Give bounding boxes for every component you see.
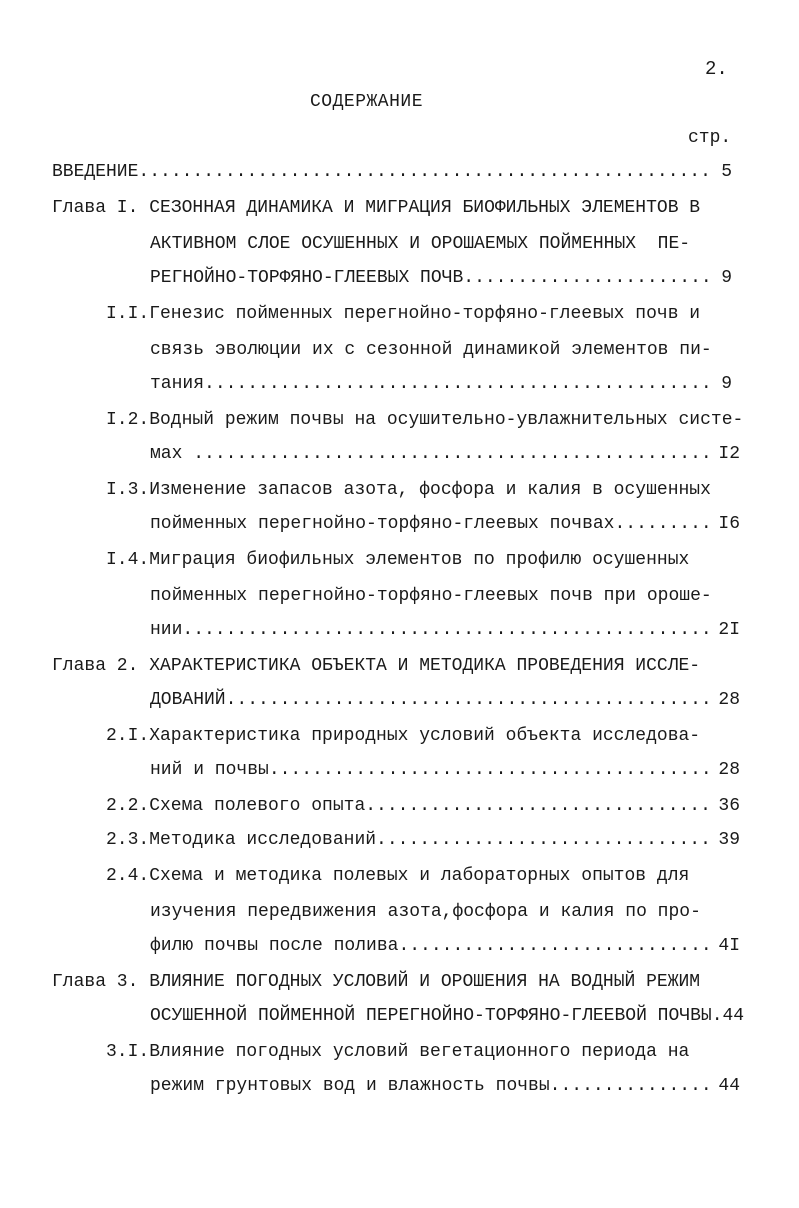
toc-entry-intro[interactable] [52, 160, 732, 184]
leader-dots [226, 688, 713, 712]
toc-entry-page: 28 [718, 690, 740, 710]
toc-entry-page: 39 [718, 830, 740, 850]
toc-entry-title: Глава 2. ХАРАКТЕРИСТИКА ОБЪЕКТА И МЕТОДИКА ПРОВЕДЕНИЯ ИССЛЕ- [52, 656, 701, 676]
toc-entry-title: АКТИВНОМ СЛОЕ ОСУШЕННЫХ И ОРОШАЕМЫХ ПОЙМЕННЫХ ПЕ- [150, 234, 691, 254]
toc-section-2-4-line-1[interactable] [106, 864, 689, 888]
toc-entry-page: 5 [721, 162, 732, 182]
toc-entry-title: ний и почвы [150, 760, 269, 780]
toc-entry-title: филю почвы после полива [150, 936, 399, 956]
page-number: 2. [705, 58, 728, 80]
toc-section-1-4-line-3[interactable] [150, 618, 740, 642]
toc-section-1-2-line-2[interactable] [150, 442, 740, 466]
toc-entry-title: пойменных перегнойно-торфяно-глеевых почв при ороше- [150, 586, 712, 606]
toc-section-1-4-line-2 [150, 584, 712, 608]
toc-entry-page: I6 [718, 514, 740, 534]
toc-entry-title: I.3.Изменение запасов азота, фосфора и калия в осушенных [106, 480, 711, 500]
leader-dots [463, 266, 715, 290]
toc-entry-page: 44 [718, 1076, 740, 1096]
toc-entry-title: пойменных перегнойно-торфяно-глеевых почвах [150, 514, 615, 534]
leader-dots [365, 794, 712, 818]
leader-dots [550, 1074, 713, 1098]
toc-chapter-2-line-2[interactable] [150, 688, 740, 712]
toc-section-2-2[interactable] [106, 794, 740, 818]
leader-dots [204, 372, 715, 396]
toc-entry-title: изучения передвижения азота,фосфора и калия по про- [150, 902, 701, 922]
toc-entry-title: 2.3.Методика исследований [106, 830, 377, 850]
leader-dots [269, 758, 713, 782]
leader-dots [193, 442, 712, 466]
toc-chapter-1-line-2 [150, 232, 690, 256]
toc-entry-title: ДОВАНИЙ [150, 690, 226, 710]
page-title: СОДЕРЖАНИЕ [310, 92, 424, 112]
toc-section-1-1-line-2 [150, 338, 712, 362]
toc-chapter-2-line-1[interactable] [52, 654, 700, 678]
toc-chapter-3-line-2[interactable] [150, 1004, 744, 1028]
toc-entry-title: Глава 3. ВЛИЯНИЕ ПОГОДНЫХ УСЛОВИЙ И ОРОШЕНИЯ НА ВОДНЫЙ РЕЖИМ [52, 972, 701, 992]
toc-entry-title: ОСУШЕННОЙ ПОЙМЕННОЙ ПЕРЕГНОЙНО-ТОРФЯНО-ГЛЕЕВОЙ ПОЧВЫ. [150, 1006, 723, 1026]
toc-entry-page: I2 [718, 444, 740, 464]
leader-dots [138, 160, 715, 184]
toc-chapter-1-line-3[interactable] [150, 266, 732, 290]
toc-entry-title: I.I.Генезис пойменных перегнойно-торфяно-глеевых почв и [106, 304, 701, 324]
toc-section-3-1-line-2[interactable] [150, 1074, 740, 1098]
toc-section-1-3-line-2[interactable] [150, 512, 740, 536]
toc-entry-title: режим грунтовых вод и влажность почвы [150, 1076, 550, 1096]
toc-entry-page: 36 [718, 796, 740, 816]
toc-entry-page: 4I [718, 936, 740, 956]
toc-section-2-4-line-3[interactable] [150, 934, 740, 958]
toc-section-1-3-line-1[interactable] [106, 478, 711, 502]
toc-chapter-1-line-1[interactable] [52, 196, 700, 220]
toc-section-1-4-line-1[interactable] [106, 548, 689, 572]
leader-dots [376, 828, 712, 852]
page-column-label: стр. [688, 128, 732, 148]
toc-entry-title: связь эволюции их с сезонной динамикой элементов пи- [150, 340, 712, 360]
toc-entry-page: 44 [722, 1006, 745, 1026]
toc-entry-title: ВВЕДЕНИЕ [52, 162, 139, 182]
toc-entry-title: нии [150, 620, 183, 640]
toc-entry-page: 28 [718, 760, 740, 780]
toc-entry-title: 3.I.Влияние погодных условий вегетационного периода на [106, 1042, 690, 1062]
toc-section-2-3[interactable] [106, 828, 740, 852]
toc-section-2-1-line-1[interactable] [106, 724, 700, 748]
toc-section-1-1-line-3[interactable] [150, 372, 732, 396]
toc-entry-title: 2.4.Схема и методика полевых и лабораторных опытов для [106, 866, 690, 886]
toc-entry-title: мах [150, 444, 194, 464]
toc-section-3-1-line-1[interactable] [106, 1040, 689, 1064]
toc-entry-page: 2I [718, 620, 740, 640]
toc-entry-title: тания [150, 374, 205, 394]
toc-entry-title: 2.2.Схема полевого опыта [106, 796, 366, 816]
leader-dots [614, 512, 712, 536]
toc-entry-page: 9 [721, 268, 732, 288]
toc-section-1-1-line-1[interactable] [106, 302, 700, 326]
toc-entry-title: Глава I. СЕЗОННАЯ ДИНАМИКА И МИГРАЦИЯ БИОФИЛЬНЫХ ЭЛЕМЕНТОВ В [52, 198, 701, 218]
leader-dots [398, 934, 712, 958]
toc-section-2-1-line-2[interactable] [150, 758, 740, 782]
toc-entry-title: I.4.Миграция биофильных элементов по профилю осушенных [106, 550, 690, 570]
toc-chapter-3-line-1[interactable] [52, 970, 700, 994]
toc-entry-title: РЕГНОЙНО-ТОРФЯНО-ГЛЕЕВЫХ ПОЧВ [150, 268, 464, 288]
toc-entry-title: 2.I.Характеристика природных условий объекта исследова- [106, 726, 701, 746]
leader-dots [182, 618, 712, 642]
toc-section-2-4-line-2 [150, 900, 701, 924]
toc-section-1-2-line-1[interactable] [106, 408, 743, 432]
toc-entry-title: I.2.Водный режим почвы на осушительно-увлажнительных систе- [106, 410, 744, 430]
toc-entry-page: 9 [721, 374, 732, 394]
